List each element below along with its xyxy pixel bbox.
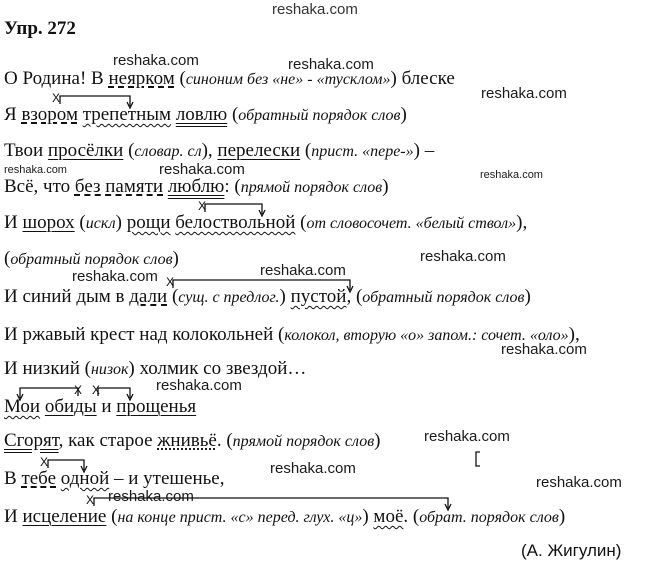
watermark: reshaka.com: [288, 56, 374, 73]
word: исцеление: [22, 506, 107, 527]
watermark: reshaka.com: [72, 268, 158, 285]
watermark: reshaka.com: [260, 262, 346, 279]
comment: искл: [85, 215, 116, 232]
comment: прямой порядок слов: [232, 433, 375, 450]
watermark: reshaka.com: [420, 248, 506, 265]
x-mark: Х: [52, 91, 61, 105]
word: моё: [373, 506, 404, 527]
word: дали: [129, 286, 168, 307]
comment: от словосочет. «белый ствол»: [306, 215, 517, 232]
poem-line: Твои просёлки (словар. сл), перелески (прист. «пере-») –: [4, 140, 435, 161]
comment: обратный порядок слов: [238, 107, 401, 124]
word: тебе: [21, 468, 57, 489]
word: Сгорят: [4, 430, 59, 451]
comment: низок: [90, 361, 129, 378]
comment: на конце прист. «с» перед. глух. «ц»: [117, 509, 363, 526]
x-mark: Х: [86, 493, 95, 507]
watermark: reshaka.com: [156, 377, 242, 394]
poem-line: И исцеление (на конце прист. «с» перед. глух. «ц») моё. (обрат. порядок слов): [4, 506, 566, 527]
comment: прист. «пере-»: [311, 143, 414, 160]
comment: обратный порядок слов: [10, 251, 173, 268]
word: без памяти: [74, 176, 164, 197]
word: белоствольной: [175, 212, 296, 233]
word: просёлки: [47, 140, 124, 161]
x-mark: Х: [198, 199, 207, 213]
comment: прямой порядок слов: [240, 179, 383, 196]
comment: словар. сл: [134, 143, 202, 160]
x-mark: Х: [74, 383, 83, 397]
poem-line: Я взором трепетным ловлю (обратный порядок слов): [4, 104, 407, 125]
poem-line: В тебе одной – и утешенье,: [4, 468, 225, 489]
x-mark: Х: [92, 383, 101, 397]
word: ловлю: [175, 104, 228, 125]
word: прощенья: [116, 396, 197, 417]
comment: обратный порядок слов: [362, 289, 525, 306]
word: обиды: [44, 396, 97, 417]
watermark-top: reshaka.com: [272, 1, 358, 18]
watermark: reshaka.com: [108, 488, 194, 505]
word: пустой: [290, 286, 347, 307]
watermark: reshaka.com: [270, 460, 356, 477]
comment: синоним без «не» - «тусклом»: [185, 71, 391, 88]
word: трепетным: [82, 104, 172, 125]
poem-line: Мои обиды и прощенья: [4, 396, 197, 417]
poem-line: И ржавый крест над колокольней (колокол, вторую «о» запом.: сочет. «оло»),: [4, 324, 580, 345]
watermark: reshaka.com: [4, 164, 67, 176]
word: перелески: [217, 140, 301, 161]
word: жнивьё: [157, 430, 217, 451]
watermark: reshaka.com: [501, 341, 587, 358]
watermark: reshaka.com: [159, 161, 245, 178]
x-mark: Х: [40, 455, 49, 469]
poem-line: О Родина! В неярком (синоним без «не» - «тусклом») блеске: [4, 68, 455, 89]
comment: сущ. с предлог.: [178, 289, 280, 306]
exercise-title: Упр. 272: [4, 18, 76, 39]
comment: обрат. порядок слов: [419, 509, 559, 526]
watermark: reshaka.com: [481, 85, 567, 102]
x-mark: Х: [166, 275, 175, 289]
stray-mark: [476, 452, 480, 466]
poem-line: И синий дым в дали (сущ. с предлог.) пустой, (обратный порядок слов): [4, 286, 531, 307]
watermark: reshaka.com: [536, 474, 622, 491]
word: люблю: [167, 176, 225, 197]
word: одной: [60, 468, 110, 489]
word: взором: [21, 104, 78, 125]
watermark: reshaka.com: [424, 428, 510, 445]
poem-line: Сгорят, как старое жнивьё. (прямой порядок слов): [4, 430, 381, 451]
poem-line: И шорох (искл) рощи белоствольной (от словосочет. «белый ствол»),: [4, 212, 528, 233]
poem-line: И низкий (низок) холмик со звездой…: [4, 358, 307, 379]
word: рощи: [126, 212, 171, 233]
word: шорох: [22, 212, 75, 233]
poem-line: (обратный порядок слов): [4, 248, 179, 269]
word: Мои: [4, 396, 41, 417]
watermark: reshaka.com: [113, 52, 199, 69]
word: неярком: [108, 68, 175, 89]
poem-line: Всё, что без памяти люблю: (прямой порядок слов): [4, 176, 389, 197]
watermark: reshaka.com: [480, 169, 543, 181]
author-signature: (А. Жигулин): [521, 541, 622, 560]
comment: колокол, вторую «о» запом.: сочет. «оло»: [284, 327, 569, 344]
